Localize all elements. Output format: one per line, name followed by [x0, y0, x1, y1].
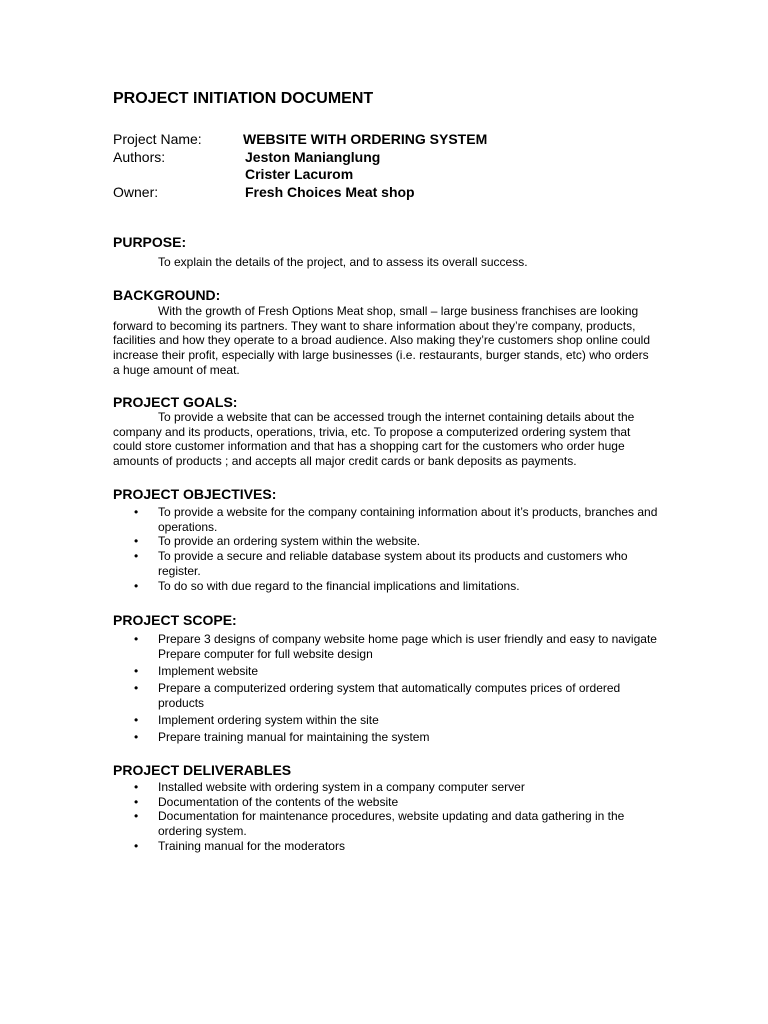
bullet-icon: • [134, 730, 139, 745]
scope-text: Prepare 3 designs of company website home page which is user friendly and easy to navigate Prepare computer for full website design [158, 632, 657, 661]
bullet-icon: • [134, 838, 139, 853]
list-item [113, 579, 663, 594]
bullet-icon: • [134, 505, 139, 519]
bullet-icon: • [134, 549, 139, 564]
objectives-list [113, 505, 663, 593]
bullet-icon: • [134, 794, 139, 809]
objective-text: To provide an ordering system within the website. [158, 534, 421, 549]
purpose-heading: PURPOSE: [113, 234, 187, 250]
objective-text: To do so with due regard to the financial implications and limitations. [158, 578, 520, 593]
list-item [113, 713, 663, 728]
goals-heading: PROJECT GOALS: [113, 394, 238, 410]
owner-value: Fresh Choices Meat shop [245, 184, 415, 200]
deliverable-text: Documentation of the contents of the website [158, 794, 399, 809]
deliverable-text: Documentation for maintenance procedures, website updating and data gathering in the ordering system. [158, 809, 625, 839]
scope-text: Prepare training manual for maintaining the system [158, 730, 430, 745]
list-item [113, 664, 663, 679]
owner-label: Owner: [113, 184, 159, 200]
scope-text: Implement ordering system within the site [158, 713, 379, 728]
bullet-icon: • [134, 780, 139, 794]
bullet-icon: • [134, 713, 139, 728]
project-name-label: Project Name: [113, 131, 202, 147]
list-item [113, 809, 663, 838]
deliverables-list [113, 780, 663, 854]
project-name-row [113, 131, 487, 148]
purpose-text: To explain the details of the project, and to assess its overall success. [158, 255, 528, 269]
project-name-value: WEBSITE WITH ORDERING SYSTEM [243, 131, 488, 147]
bullet-icon: • [134, 681, 139, 696]
deliverable-text: Installed website with ordering system in a company computer server [158, 780, 525, 794]
list-item [113, 549, 663, 578]
deliverable-text: Training manual for the moderators [158, 838, 345, 853]
goals-text: To provide a website that can be accessed trough the internet containing details about the company and its products, operations, trivia, etc. To propose a computerized ordering system that could store customer information and that has a shopping cart for the customers who order huge amounts of products ; and accepts all major credit cards or bank deposits as payments. [113, 410, 635, 469]
scope-text: Implement website [158, 663, 259, 678]
list-item [113, 681, 663, 710]
scope-heading: PROJECT SCOPE: [113, 612, 237, 628]
bullet-icon: • [134, 809, 139, 824]
list-item [113, 839, 663, 854]
background-heading: BACKGROUND: [113, 287, 221, 303]
list-item [113, 534, 663, 549]
objective-text: To provide a website for the company containing information about it’s products, branches and operations. [158, 505, 658, 534]
list-item [113, 632, 663, 661]
author-1: Jeston Manianglung [245, 149, 381, 165]
owner-row [113, 184, 243, 201]
background-text: With the growth of Fresh Options Meat shop, small – large business franchises are looking forward to becoming its partners. They want to share information about they’re company, products, facilities and how they operate to a broad audience. Also making they’re customers shop online could increase their profit, especially with large businesses (i.e. restaurants, burger stands, etc) who orders a huge amount of meat. [113, 304, 650, 377]
authors-row [113, 149, 243, 166]
scope-text: Prepare a computerized ordering system that automatically computes prices of ordered products [158, 681, 621, 710]
author-2: Crister Lacurom [245, 166, 354, 182]
list-item [113, 730, 663, 745]
list-item [113, 780, 663, 795]
bullet-icon: • [134, 632, 139, 646]
bullet-icon: • [134, 578, 139, 593]
objective-text: To provide a secure and reliable database system about its products and customers who register. [158, 549, 628, 578]
list-item [113, 505, 663, 534]
deliverables-heading: PROJECT DELIVERABLES [113, 762, 292, 778]
list-item [113, 795, 663, 810]
bullet-icon: • [134, 534, 139, 549]
authors-label: Authors: [113, 149, 166, 165]
scope-list [113, 632, 663, 747]
objectives-heading: PROJECT OBJECTIVES: [113, 486, 277, 502]
document-title: PROJECT INITIATION DOCUMENT [113, 90, 374, 107]
bullet-icon: • [134, 663, 139, 678]
